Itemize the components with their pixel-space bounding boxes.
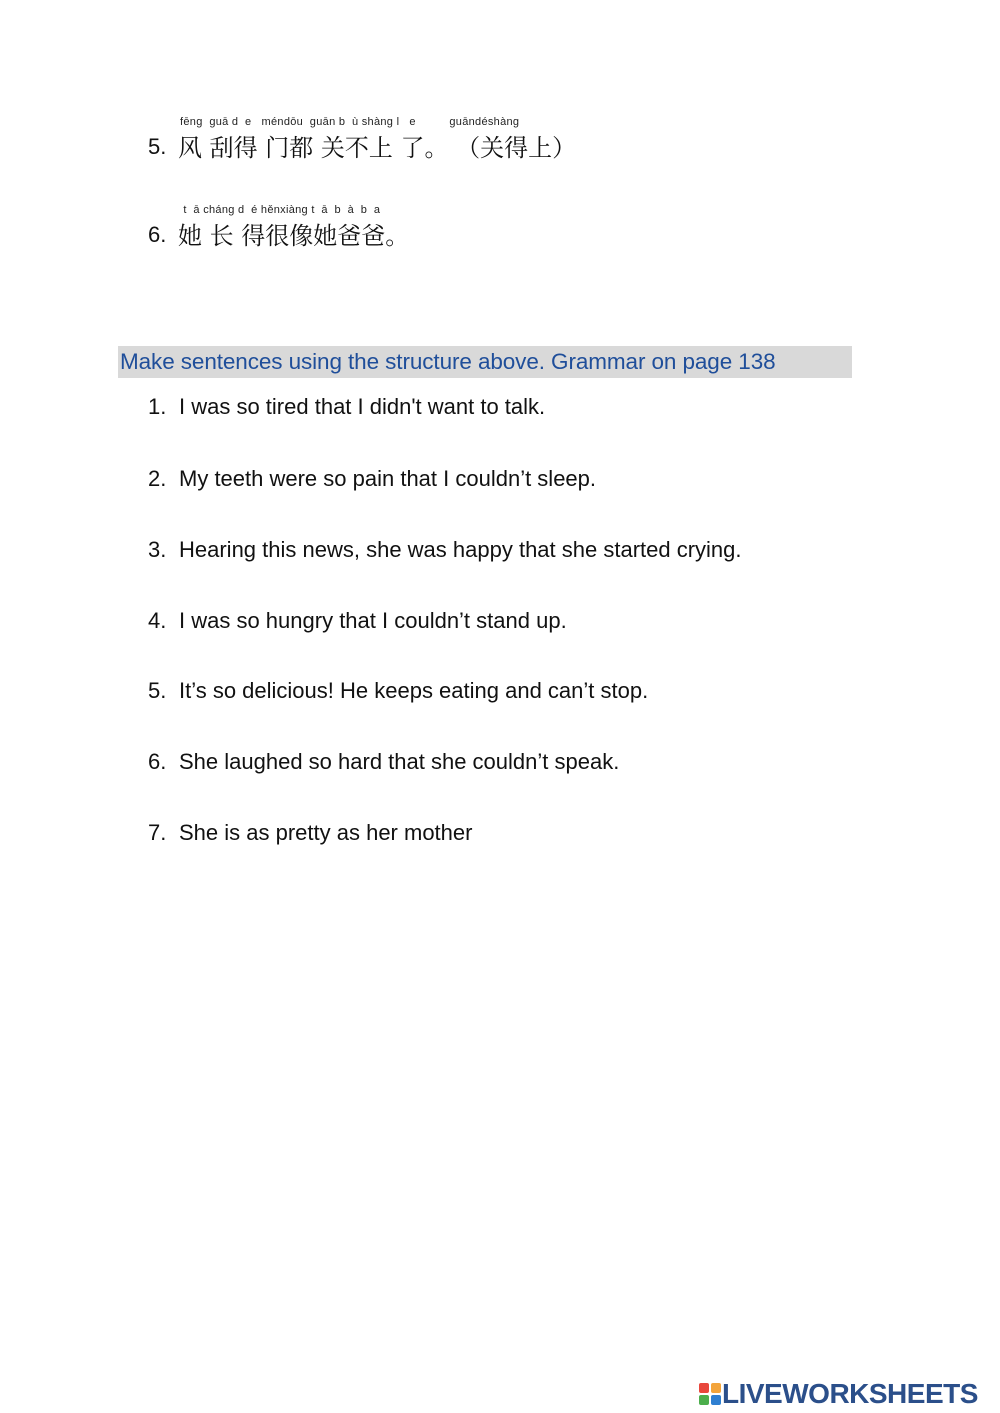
item-number: 6. — [148, 222, 167, 247]
answer-number: 7. — [148, 820, 167, 845]
pinyin-annotation: t ā cháng d é hěnxiàng t ā b à b a — [180, 204, 381, 216]
answer-text: It’s so delicious! He keeps eating and can’t stop. — [179, 678, 649, 703]
answer-number: 4. — [148, 608, 167, 633]
item-number: 5. — [148, 134, 167, 159]
answer-text: I was so hungry that I couldn’t stand up. — [179, 608, 567, 633]
pinyin-annotation: fēng guā d e méndōu guān b ù shàng l e guāndéshàng — [180, 116, 520, 128]
chinese-text: 风 刮得 门都 关不上 了。 （关得上） — [178, 134, 577, 162]
answer-text: I was so tired that I didn't want to talk. — [179, 394, 546, 419]
logo-text: LIVEWORKSHEETS — [722, 1378, 978, 1409]
answer-number: 1. — [148, 394, 167, 419]
answer-text: She is as pretty as her mother — [179, 820, 473, 845]
answer-text: She laughed so hard that she couldn’t speak. — [179, 749, 620, 774]
liveworksheets-watermark — [698, 1378, 994, 1408]
answer-number: 6. — [148, 749, 167, 774]
liveworksheets-logo-icon — [698, 1382, 722, 1406]
section-heading-text: Make sentences using the structure above. Grammar on page 138 — [120, 349, 776, 374]
answer-text: Hearing this news, she was happy that she started crying. — [179, 537, 742, 562]
answer-text: My teeth were so pain that I couldn’t sleep. — [179, 466, 597, 491]
answer-number: 3. — [148, 537, 167, 562]
answer-number: 2. — [148, 466, 167, 491]
answer-number: 5. — [148, 678, 167, 703]
chinese-text: 她 长 得很像她爸爸。 — [178, 222, 410, 250]
section-heading — [118, 346, 852, 378]
